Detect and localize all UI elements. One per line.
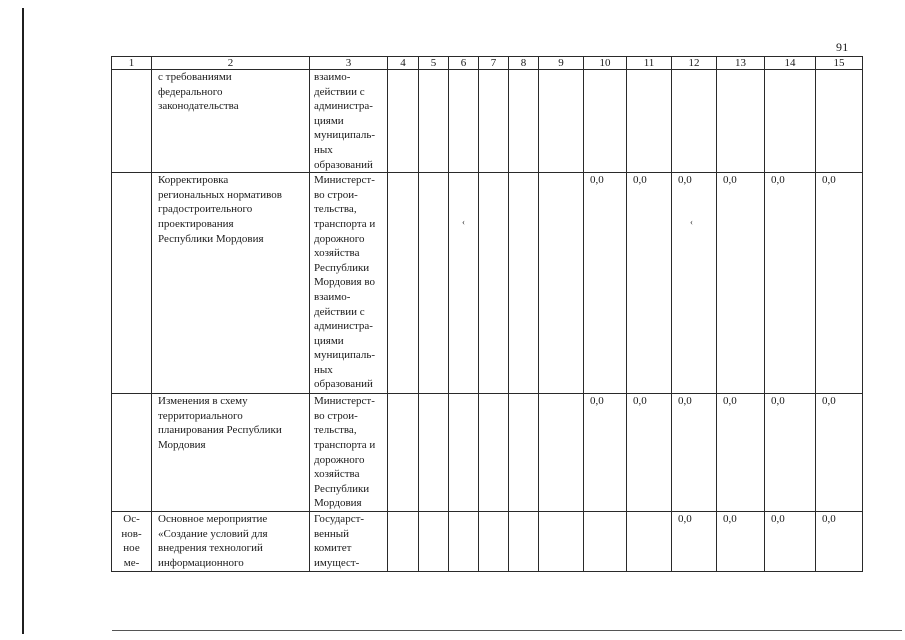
column-header: 13 (717, 57, 765, 70)
column-header: 8 (509, 57, 539, 70)
cell-value (509, 70, 539, 173)
column-header: 4 (388, 57, 419, 70)
cell-status (112, 394, 152, 512)
column-header: 2 (152, 57, 310, 70)
cell-value: 0,0 (717, 173, 765, 394)
cell-value (419, 173, 449, 394)
cell-value (419, 394, 449, 512)
table-row (112, 512, 863, 571)
cell-value (419, 70, 449, 173)
cell-value: 0,0 (584, 173, 627, 394)
column-header: 3 (310, 57, 388, 70)
column-header: 7 (479, 57, 509, 70)
cell-value (449, 394, 479, 512)
cell-value (479, 173, 509, 394)
cell-status: Ос- нов- ное ме- (112, 512, 152, 571)
scan-bottom-edge (112, 630, 902, 631)
cell-value (388, 173, 419, 394)
table-row (112, 70, 863, 173)
table-header-row (112, 57, 863, 70)
page-number: 91 (836, 40, 849, 54)
cell-value (539, 70, 584, 173)
scan-mark: ‹ (462, 217, 465, 227)
cell-value: 0,0 (672, 394, 717, 512)
cell-value (672, 70, 717, 173)
column-header: 1 (112, 57, 152, 70)
budget-table (111, 56, 863, 572)
cell-value (816, 70, 863, 173)
cell-value (449, 173, 479, 394)
cell-measure-name: с требованиями федерального законодательства (152, 70, 310, 173)
cell-measure-name: Основное мероприятие «Создание условий для внедрения технологий информационного (152, 512, 310, 571)
cell-value (627, 70, 672, 173)
table-row (112, 173, 863, 394)
cell-measure-name: Корректировка региональных нормативов градостроительного проектирования Республики Мордовия (152, 173, 310, 394)
cell-value: 0,0 (717, 512, 765, 571)
cell-value: 0,0 (584, 394, 627, 512)
cell-value (479, 394, 509, 512)
cell-value: 0,0 (672, 512, 717, 571)
cell-value (509, 512, 539, 571)
cell-value (584, 512, 627, 571)
cell-value (539, 173, 584, 394)
cell-value (584, 70, 627, 173)
column-header: 6 (449, 57, 479, 70)
cell-value: 0,0 (765, 394, 816, 512)
cell-status (112, 70, 152, 173)
cell-value (509, 394, 539, 512)
column-header: 14 (765, 57, 816, 70)
cell-status (112, 173, 152, 394)
cell-value (479, 70, 509, 173)
cell-value (539, 512, 584, 571)
cell-value: 0,0 (717, 394, 765, 512)
cell-executor: взаимо- действии с администра- циями муниципаль- ных образований (310, 70, 388, 173)
cell-value (388, 512, 419, 571)
cell-executor: Министерст- во строи- тельства, транспорта и дорожного хозяйства Республики Мордовия (310, 394, 388, 512)
cell-value: 0,0 (765, 512, 816, 571)
column-header: 5 (419, 57, 449, 70)
cell-value (539, 394, 584, 512)
cell-value: 0,0 (816, 394, 863, 512)
cell-value (388, 70, 419, 173)
cell-value (717, 70, 765, 173)
cell-value: 0,0 (672, 173, 717, 394)
cell-value (419, 512, 449, 571)
cell-measure-name: Изменения в схему территориального планирования Республики Мордовия (152, 394, 310, 512)
column-header: 12 (672, 57, 717, 70)
cell-executor: Государст- венный комитет имущест- (310, 512, 388, 571)
cell-value (479, 512, 509, 571)
cell-value (509, 173, 539, 394)
cell-value: 0,0 (816, 173, 863, 394)
table-row (112, 394, 863, 512)
column-header: 9 (539, 57, 584, 70)
cell-value (449, 512, 479, 571)
cell-value (388, 394, 419, 512)
cell-value (627, 512, 672, 571)
column-header: 11 (627, 57, 672, 70)
column-header: 10 (584, 57, 627, 70)
cell-executor: Министерст- во строи- тельства, транспорта и дорожного хозяйства Республики Мордовия во взаимо- действии с администра- циями муниципаль- ных образований (310, 173, 388, 394)
scan-binding-edge (22, 8, 24, 634)
column-header: 15 (816, 57, 863, 70)
cell-value (449, 70, 479, 173)
scan-mark: ‹ (690, 217, 693, 227)
cell-value: 0,0 (627, 394, 672, 512)
cell-value (765, 70, 816, 173)
cell-value: 0,0 (765, 173, 816, 394)
cell-value: 0,0 (627, 173, 672, 394)
cell-value: 0,0 (816, 512, 863, 571)
